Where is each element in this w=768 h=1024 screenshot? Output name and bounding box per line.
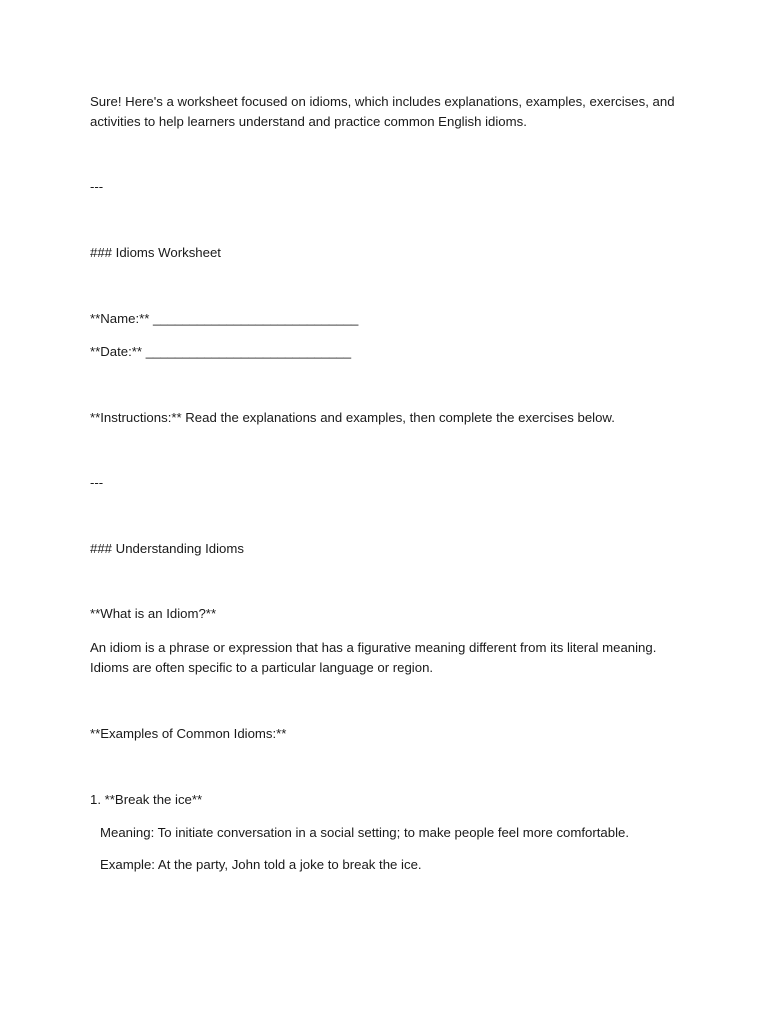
example-1-title: 1. **Break the ice** [90, 792, 203, 807]
worksheet-heading: ### Idioms Worksheet [90, 245, 221, 260]
name-field: **Name:** ____________________________ [90, 311, 359, 326]
example-1-meaning: Meaning: To initiate conversation in a social setting; to make people feel more comfortable. [100, 825, 630, 840]
definition-line-1: An idiom is a phrase or expression that has a figurative meaning different from its literal meaning. [90, 640, 657, 655]
intro-line-1: Sure! Here's a worksheet focused on idioms, which includes explanations, examples, exercises, and [90, 94, 675, 109]
intro-line-2: activities to help learners understand and practice common English idioms. [90, 114, 527, 129]
separator: --- [90, 179, 104, 194]
understanding-idioms-heading: ### Understanding Idioms [90, 541, 244, 556]
examples-heading: **Examples of Common Idioms:** [90, 726, 287, 741]
instructions-text: **Instructions:** Read the explanations and examples, then complete the exercises below. [90, 410, 615, 425]
date-field: **Date:** ____________________________ [90, 344, 352, 359]
definition-line-2: Idioms are often specific to a particular language or region. [90, 660, 434, 675]
what-is-idiom-heading: **What is an Idiom?** [90, 606, 217, 621]
separator: --- [90, 475, 104, 490]
example-1-example: Example: At the party, John told a joke to break the ice. [100, 857, 422, 872]
